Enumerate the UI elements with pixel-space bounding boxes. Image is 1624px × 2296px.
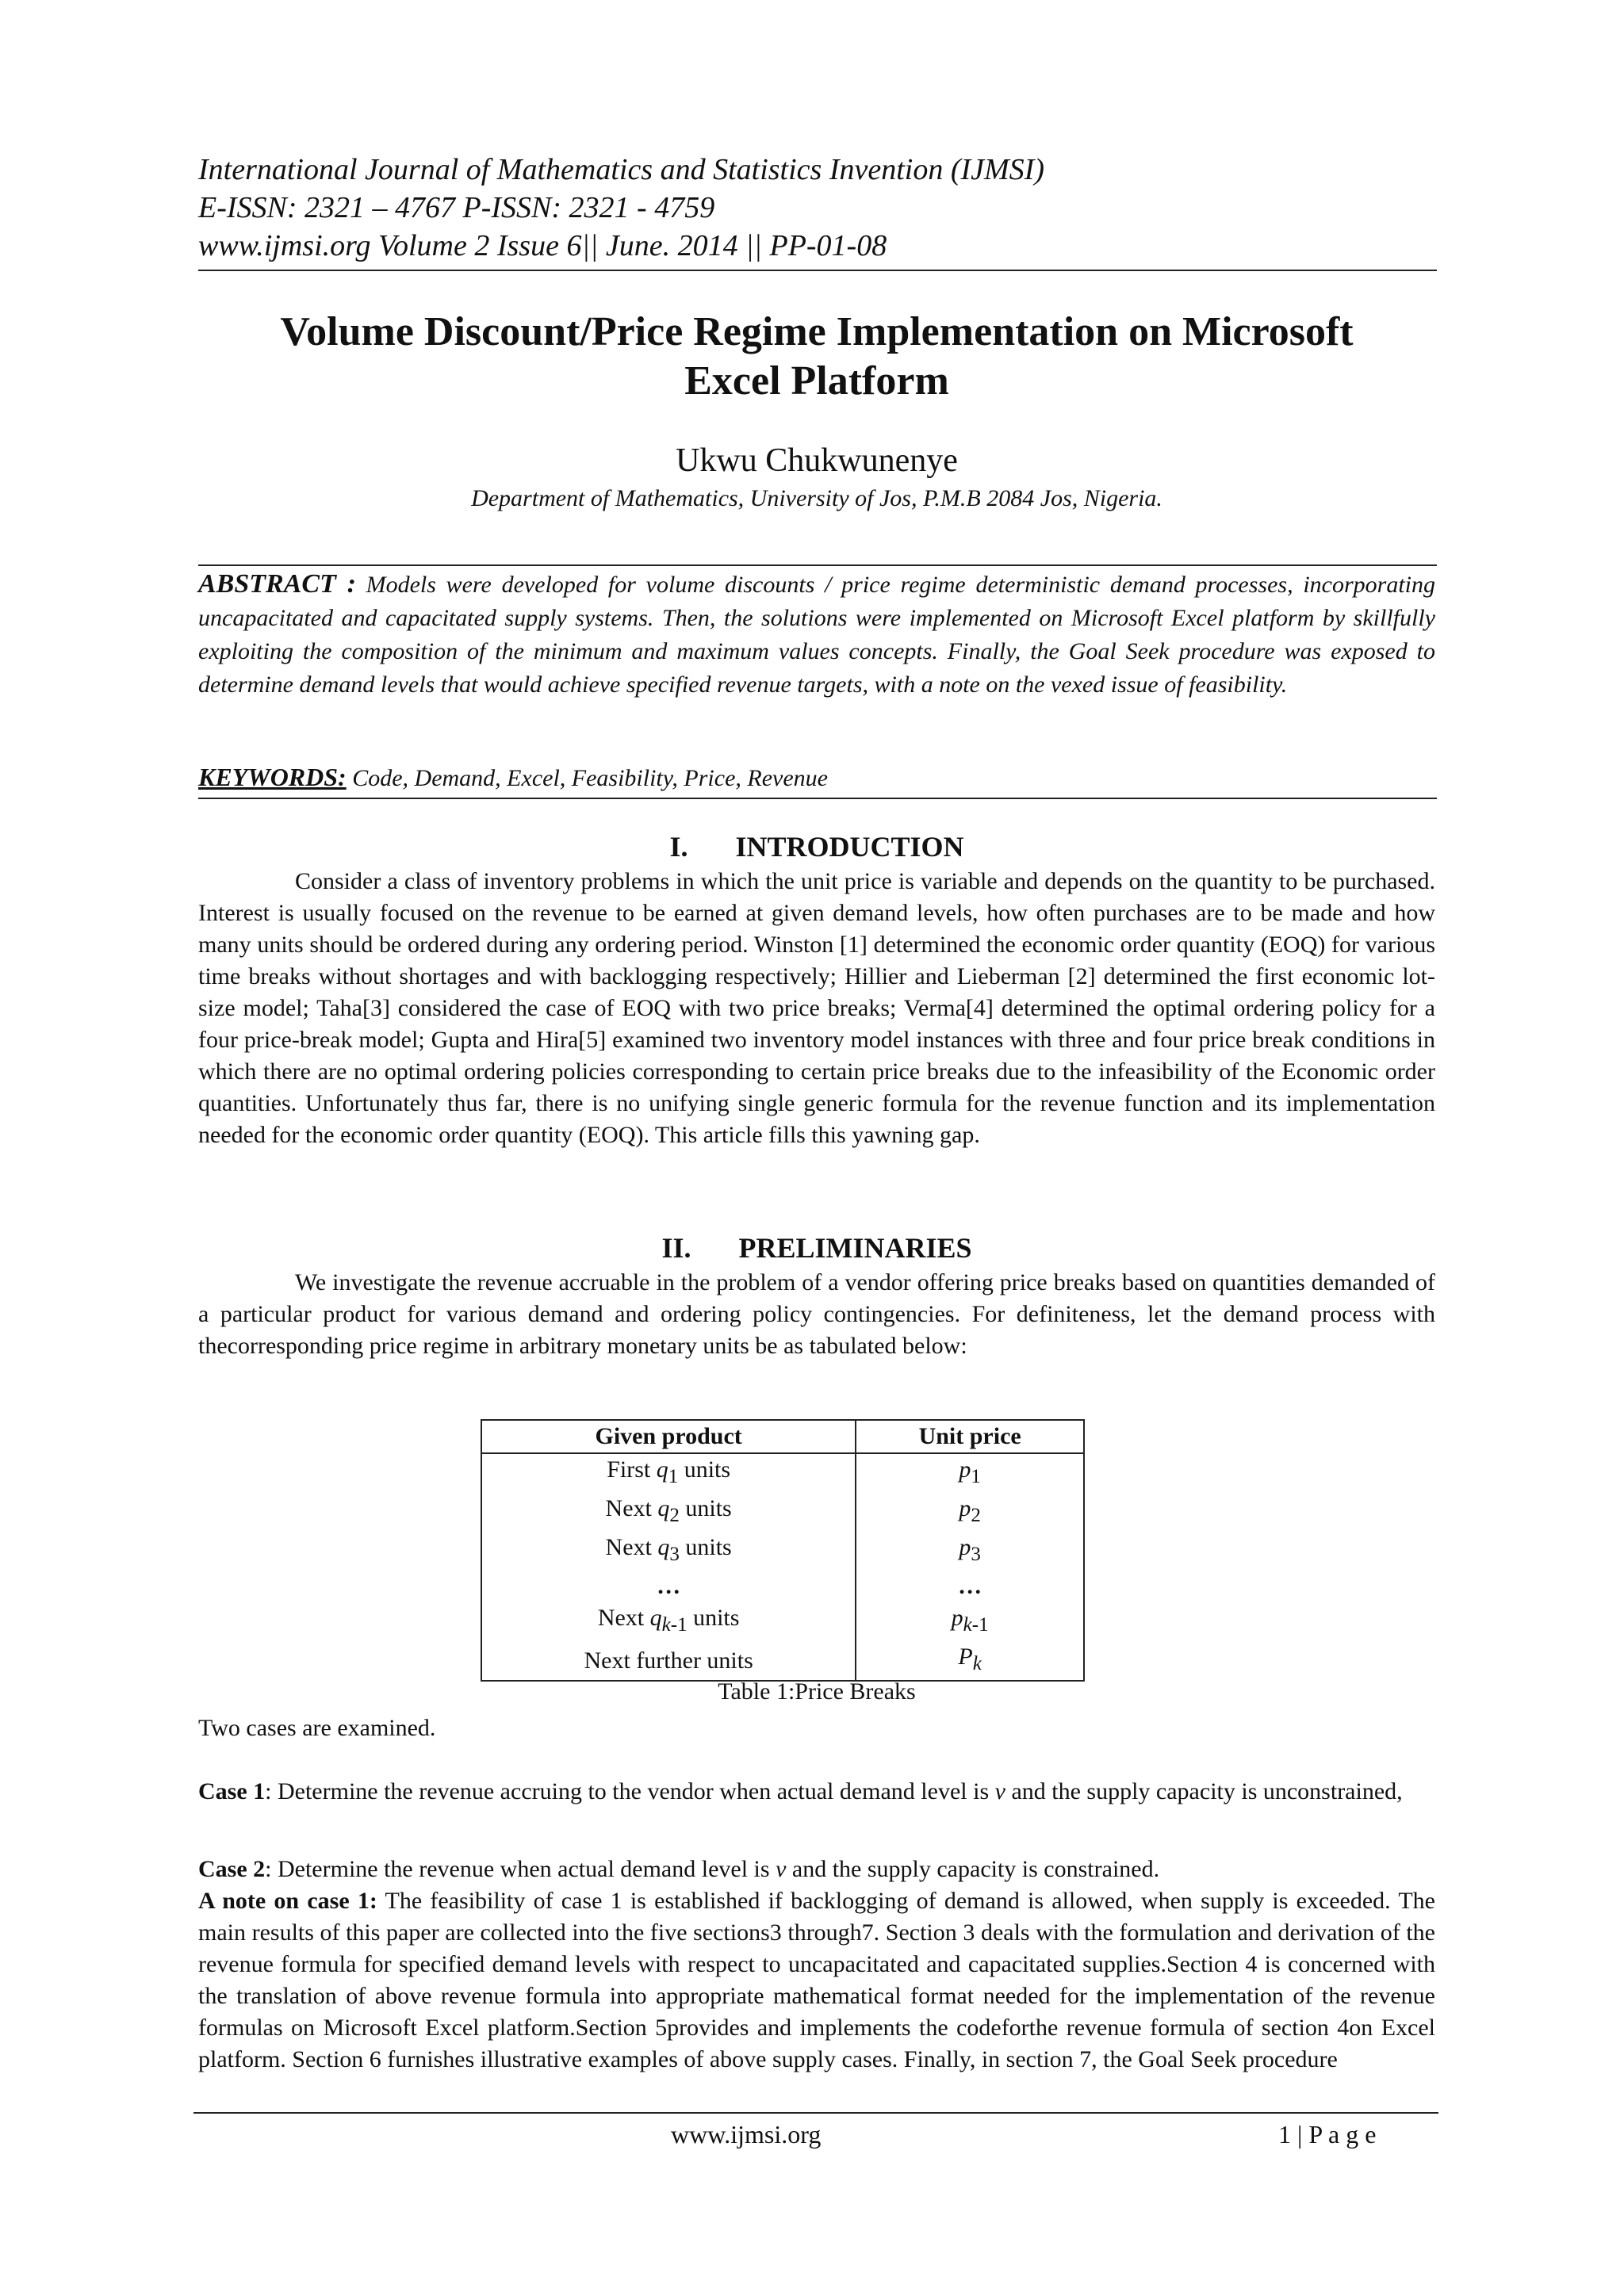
journal-header xyxy=(198,151,1435,265)
case-1-paragraph: Case 1: Determine the revenue accruing to the vendor when actual demand level is v and the supply capacity is unconstrained, xyxy=(198,1778,1403,1804)
paper-title xyxy=(198,308,1435,406)
journal-issue: www.ijmsi.org Volume 2 Issue 6|| June. 2014 || PP-01-08 xyxy=(198,229,887,262)
author-name: Ukwu Chukwunenye xyxy=(676,442,958,479)
table-cell-price: $p_2$ xyxy=(856,1493,1084,1532)
section-title: PRELIMINARIES xyxy=(738,1232,972,1264)
table-caption: Table 1:Price Breaks xyxy=(718,1678,916,1705)
header-rule xyxy=(198,270,1437,271)
table-row xyxy=(481,1571,1084,1602)
title-line-2: Excel Platform xyxy=(684,358,949,404)
case-2-paragraph: Case 2: Determine the revenue when actual demand level is v and the supply capacity is constrained. xyxy=(198,1856,1160,1882)
table-cell-product: Next $q_{k-1}$ units xyxy=(481,1602,856,1641)
table-cell-product: Next $q_2$ units xyxy=(481,1493,856,1532)
table-row xyxy=(481,1641,1084,1681)
table-header-row xyxy=(481,1420,1084,1453)
table-cell-product: Next $q_3$ units xyxy=(481,1532,856,1571)
table-cell-price: $p_1$ xyxy=(856,1453,1084,1493)
section-heading-introduction xyxy=(198,829,1435,864)
table-cell-ellipsis: … xyxy=(481,1571,856,1602)
preliminaries-paragraph: We investigate the revenue accruable in the problem of a vendor offering price breaks based on quantities demanded of a particular product for various demand and ordering policy contingencies. For definiteness, let the demand process with thecorresponding price regime in arbitrary monetary units be as tabulated below: xyxy=(198,1269,1435,1359)
note-label: A note on case 1: xyxy=(198,1888,377,1914)
abstract-label: ABSTRACT : xyxy=(198,569,356,599)
abstract-top-rule xyxy=(198,564,1437,566)
price-breaks-table xyxy=(481,1419,1085,1682)
page-number: 1 | P a g e xyxy=(1278,2120,1377,2149)
table-cell-price: $P_k$ xyxy=(856,1641,1084,1681)
section-title: INTRODUCTION xyxy=(735,831,964,863)
table-cell-ellipsis: … xyxy=(856,1571,1084,1602)
table-cell-price: $p_{k-1}$ xyxy=(856,1602,1084,1641)
footer-rule xyxy=(193,2112,1438,2114)
keywords-rule xyxy=(198,798,1437,799)
title-line-1: Volume Discount/Price Regime Implementation on Microsoft xyxy=(280,309,1354,354)
author-affiliation: Department of Mathematics, University of Jos, P.M.B 2084 Jos, Nigeria. xyxy=(471,485,1162,511)
table-header-price: Unit price xyxy=(856,1420,1084,1453)
case-2-label: Case 2 xyxy=(198,1856,266,1882)
table-cell-product: Next further units xyxy=(481,1641,856,1681)
introduction-paragraph: Consider a class of inventory problems in which the unit price is variable and depends on the quantity to be purchased. Interest is usually focused on the revenue to be earned at given demand levels, how often purchases are to be made and how many units should be ordered during any ordering period. Winston [1] determined the economic order quantity (EOQ) for various time breaks without shortages and with backlogging respectively; Hillier and Lieberman [2] determined the first economic lot-size model; Taha[3] considered the case of EOQ with two price breaks; Verma[4] determined the optimal ordering policy for a four price-break model; Gupta and Hira[5] examined two inventory model instances with three and four price break conditions in which there are no optimal ordering policies corresponding to certain price breaks due to the infeasibility of the Economic order quantities. Unfortunately thus far, there is no unifying single generic formula for the revenue function and its implementation needed for the economic order quantity (EOQ). This article fills this yawning gap. xyxy=(198,868,1435,1148)
journal-issn: E-ISSN: 2321 – 4767 P-ISSN: 2321 - 4759 xyxy=(198,191,715,224)
table-cell-product: First $q_1$ units xyxy=(481,1453,856,1493)
table-row xyxy=(481,1532,1084,1571)
table-row xyxy=(481,1453,1084,1493)
journal-title: International Journal of Mathematics and Statistics Invention (IJMSI) xyxy=(198,153,1044,186)
case-1-label: Case 1 xyxy=(198,1778,266,1804)
table-row xyxy=(481,1493,1084,1532)
keywords xyxy=(198,761,1435,794)
table-header-product: Given product xyxy=(481,1420,856,1453)
table-cell-price: $p_3$ xyxy=(856,1532,1084,1571)
footer-site: www.ijmsi.org xyxy=(671,2120,822,2149)
keywords-text: Code, Demand, Excel, Feasibility, Price, Revenue xyxy=(352,765,828,791)
abstract-text: Models were developed for volume discounts / price regime deterministic demand processes, incorporating uncapacitated and capacitated supply systems. Then, the solutions were implemented on Microsoft Excel platform by skillfully exploiting the composition of the minimum and maximum values concepts. Finally, the Goal Seek procedure was exposed to determine demand levels that would achieve specified revenue targets, with a note on the vexed issue of feasibility. xyxy=(198,572,1435,698)
table-row xyxy=(481,1602,1084,1641)
keywords-label: KEYWORDS: xyxy=(198,763,347,791)
section-number: II. xyxy=(661,1232,691,1264)
section-heading-preliminaries xyxy=(198,1230,1435,1265)
note-on-case-1-paragraph: A note on case 1: The feasibility of case 1 is established if backlogging of demand is allowed, when supply is exceeded. The main results of this paper are collected into the five sections3 through7. Section 3 deals with the formulation and derivation of the revenue formula for specified demand levels with respect to uncapacitated and capacitated supplies.Section 4 is concerned with the translation of above revenue formula into appropriate mathematical format needed for the implementation of the revenue formulas on Microsoft Excel platform.Section 5provides and implements the codeforthe revenue formula of section 4on Excel platform. Section 6 furnishes illustrative examples of above supply cases. Finally, in section 7, the Goal Seek procedure xyxy=(198,1888,1435,2072)
abstract xyxy=(198,568,1435,702)
section-number: I. xyxy=(669,831,688,863)
two-cases-text: Two cases are examined. xyxy=(198,1715,436,1741)
